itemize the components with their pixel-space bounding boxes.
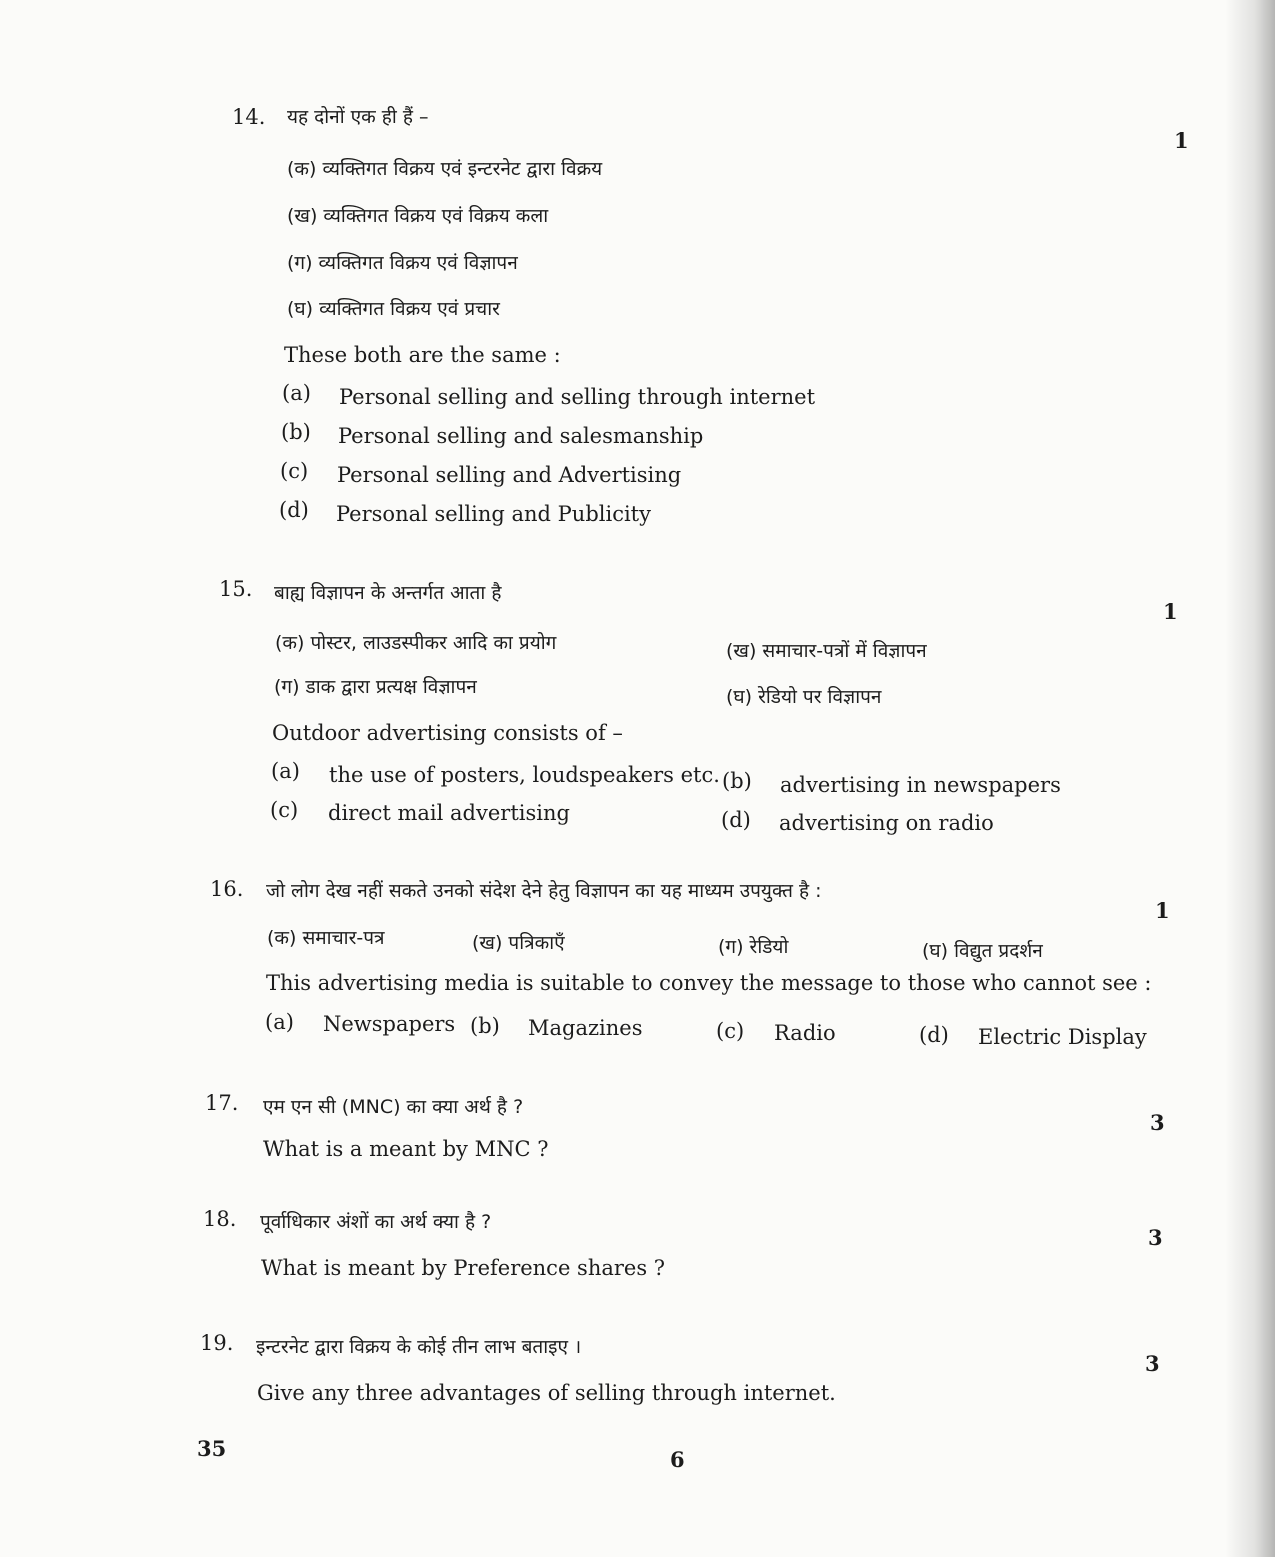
- option-text: Newspapers: [323, 1012, 456, 1036]
- question-prompt-english: What is a meant by MNC ?: [263, 1137, 549, 1161]
- question-prompt-hindi: इन्टरनेट द्वारा विक्रय के कोई तीन लाभ बताइए ।: [256, 1336, 582, 1358]
- option-text: direct mail advertising: [328, 801, 570, 825]
- option-label: (c): [280, 459, 309, 483]
- question-prompt-hindi: पूर्वाधिकार अंशों का अर्थ क्या है ?: [260, 1211, 492, 1233]
- option-label: (a): [282, 381, 311, 405]
- paper-code: 35: [197, 1436, 227, 1461]
- question-prompt-hindi: जो लोग देख नहीं सकते उनको संदेश देने हेतु विज्ञापन का यह माध्यम उपयुक्त है :: [266, 880, 822, 902]
- option-text: the use of posters, loudspeakers etc.: [329, 763, 720, 787]
- question-prompt-english: This advertising media is suitable to convey the message to those who cannot see :: [266, 971, 1152, 995]
- page-number: 6: [670, 1447, 685, 1472]
- question-prompt-english: Give any three advantages of selling through internet.: [257, 1381, 836, 1405]
- option-hindi: (ग) व्यक्तिगत विक्रय एवं विज्ञापन: [287, 252, 518, 274]
- option-text: Radio: [774, 1021, 836, 1045]
- option-hindi: (घ) विद्युत प्रदर्शन: [922, 940, 1043, 962]
- option-label: (b): [470, 1014, 500, 1038]
- option-label: (b): [722, 769, 752, 793]
- question-marks: 1: [1163, 599, 1178, 624]
- option-text: Personal selling and Publicity: [336, 502, 651, 526]
- option-text: Personal selling and salesmanship: [338, 424, 704, 448]
- option-label: (a): [271, 759, 300, 783]
- option-label: (b): [281, 420, 311, 444]
- option-hindi: (ग) डाक द्वारा प्रत्यक्ष विज्ञापन: [274, 676, 477, 698]
- option-label: (a): [265, 1010, 294, 1034]
- question-prompt-hindi: बाह्य विज्ञापन के अन्तर्गत आता है: [274, 582, 502, 604]
- question-number: 15.: [219, 577, 253, 601]
- question-number: 19.: [200, 1331, 234, 1355]
- question-prompt-english: What is meant by Preference shares ?: [261, 1256, 666, 1280]
- option-hindi: (ख) पत्रिकाएँ: [472, 932, 565, 954]
- question-prompt-hindi: यह दोनों एक ही हैं –: [287, 106, 429, 128]
- option-label: (d): [279, 498, 309, 522]
- question-marks: 3: [1150, 1110, 1165, 1135]
- option-hindi: (ग) रेडियो: [718, 936, 789, 958]
- question-marks: 1: [1174, 128, 1189, 153]
- option-hindi: (घ) व्यक्तिगत विक्रय एवं प्रचार: [287, 298, 500, 320]
- option-hindi: (क) समाचार-पत्र: [267, 927, 385, 949]
- option-hindi: (ख) समाचार-पत्रों में विज्ञापन: [726, 640, 927, 662]
- question-marks: 3: [1145, 1351, 1160, 1376]
- option-text: advertising on radio: [779, 811, 994, 835]
- option-label: (c): [270, 798, 299, 822]
- option-text: advertising in newspapers: [780, 773, 1061, 797]
- question-prompt-english: These both are the same :: [284, 343, 561, 367]
- option-label: (d): [919, 1023, 949, 1047]
- option-label: (d): [721, 808, 751, 832]
- question-number: 14.: [232, 105, 266, 129]
- option-text: Personal selling and selling through internet: [339, 385, 816, 409]
- option-label: (c): [716, 1019, 745, 1043]
- question-prompt-english: Outdoor advertising consists of –: [272, 721, 623, 745]
- question-number: 16.: [210, 877, 244, 901]
- option-text: Personal selling and Advertising: [337, 463, 682, 487]
- question-marks: 3: [1148, 1225, 1163, 1250]
- question-number: 18.: [203, 1207, 237, 1231]
- page-edge-shadow: [1225, 0, 1275, 1557]
- question-prompt-hindi: एम एन सी (MNC) का क्या अर्थ है ?: [263, 1096, 524, 1118]
- option-text: Electric Display: [978, 1025, 1147, 1049]
- option-hindi: (क) व्यक्तिगत विक्रय एवं इन्टरनेट द्वारा विक्रय: [287, 158, 603, 180]
- question-marks: 1: [1155, 898, 1170, 923]
- option-hindi: (ख) व्यक्तिगत विक्रय एवं विक्रय कला: [287, 205, 549, 227]
- question-number: 17.: [205, 1091, 239, 1115]
- option-hindi: (क) पोस्टर, लाउडस्पीकर आदि का प्रयोग: [275, 632, 557, 654]
- option-text: Magazines: [528, 1016, 643, 1040]
- option-hindi: (घ) रेडियो पर विज्ञापन: [726, 686, 882, 708]
